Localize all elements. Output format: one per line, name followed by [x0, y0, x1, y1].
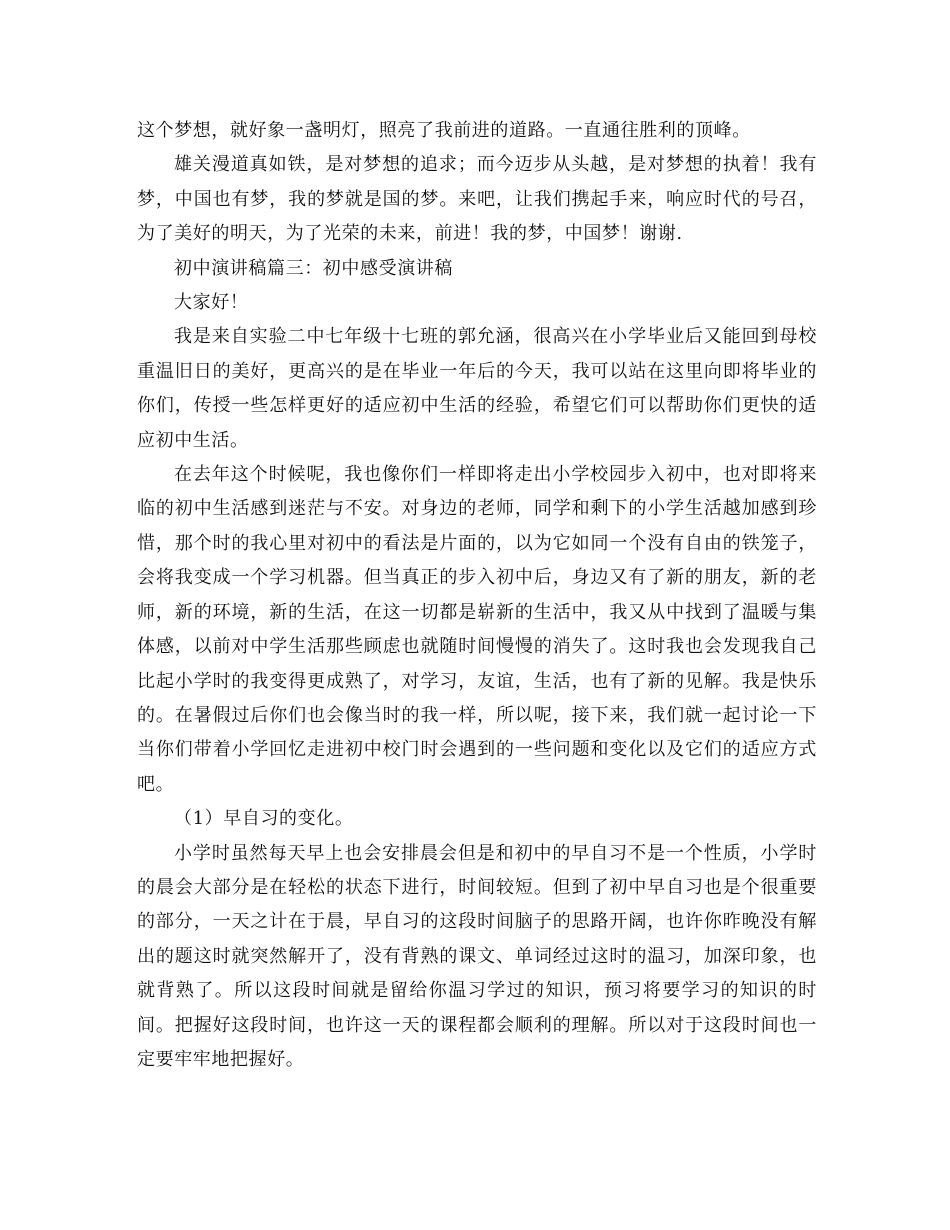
paragraph-1: 这个梦想，就好象一盏明灯，照亮了我前进的道路。一直通往胜利的顶峰。: [137, 120, 751, 141]
greeting: 大家好！: [174, 292, 249, 314]
section-heading: 初中演讲稿篇三：初中感受演讲稿: [174, 257, 453, 279]
paragraph-8: 小学时虽然每天早上也会安排晨会但是和初中的早自习不是一个性质，小学时的晨会大部分是在轻松的状态下进行，时间较短。但到了初中早自习也是个很重要的部分，一天之计在于晨，早自习的这段时间脑子的思路开阔，也许你昨晚没有解出的题这时就突然解开了，没有背熟的课文、单词经过这时的温习，加深印象，也就背熟了。所以这段时间就是留给你温习学过的知识，预习将要学习的知识的时间。把握好这段时间，也许这一天的课程都会顺利的理解。所以对于这段时间也一定要牢牢地把握好。: [137, 842, 817, 1070]
document-body: [137, 114, 817, 1077]
subheading-morning-study: （1）早自习的变化。: [174, 808, 354, 830]
paragraph-5: 我是来自实验二中七年级十七班的郭允涵，很高兴在小学毕业后又能回到母校重温旧日的美好，更高兴的是在毕业一年后的今天，我可以站在这里向即将毕业的你们，传授一些怎样更好的适应初中生活的经验，希望它们可以帮助你们更快的适应初中生活。: [137, 326, 817, 451]
paragraph-6: 在去年这个时候呢，我也像你们一样即将走出小学校园步入初中，也对即将来临的初中生活感到迷茫与不安。对身边的老师，同学和剩下的小学生活越加感到珍惜，那个时的我心里对初中的看法是片面的，以为它如同一个没有自由的铁笼子，会将我变成一个学习机器。但当真正的步入初中后，身边又有了新的朋友，新的老师，新的环境，新的生活，在这一切都是崭新的生活中，我又从中找到了温暖与集体感，以前对中学生活那些顾虑也就随时间慢慢的消失了。这时我也会发现我自己比起小学时的我变得更成熟了，对学习，友谊，生活，也有了新的见解。我是快乐的。在暑假过后你们也会像当时的我一样，所以呢，接下来，我们就一起讨论一下当你们带着小学回忆走进初中校门时会遇到的一些问题和变化以及它们的适应方式吧。: [137, 464, 817, 795]
paragraph-2: 雄关漫道真如铁，是对梦想的追求；而今迈步从头越，是对梦想的执着！我有梦，中国也有梦，我的梦就是国的梦。来吧，让我们携起手来，响应时代的号召，为了美好的明天，为了光荣的未来，前进！我的梦，中国梦！谢谢.: [137, 154, 817, 245]
